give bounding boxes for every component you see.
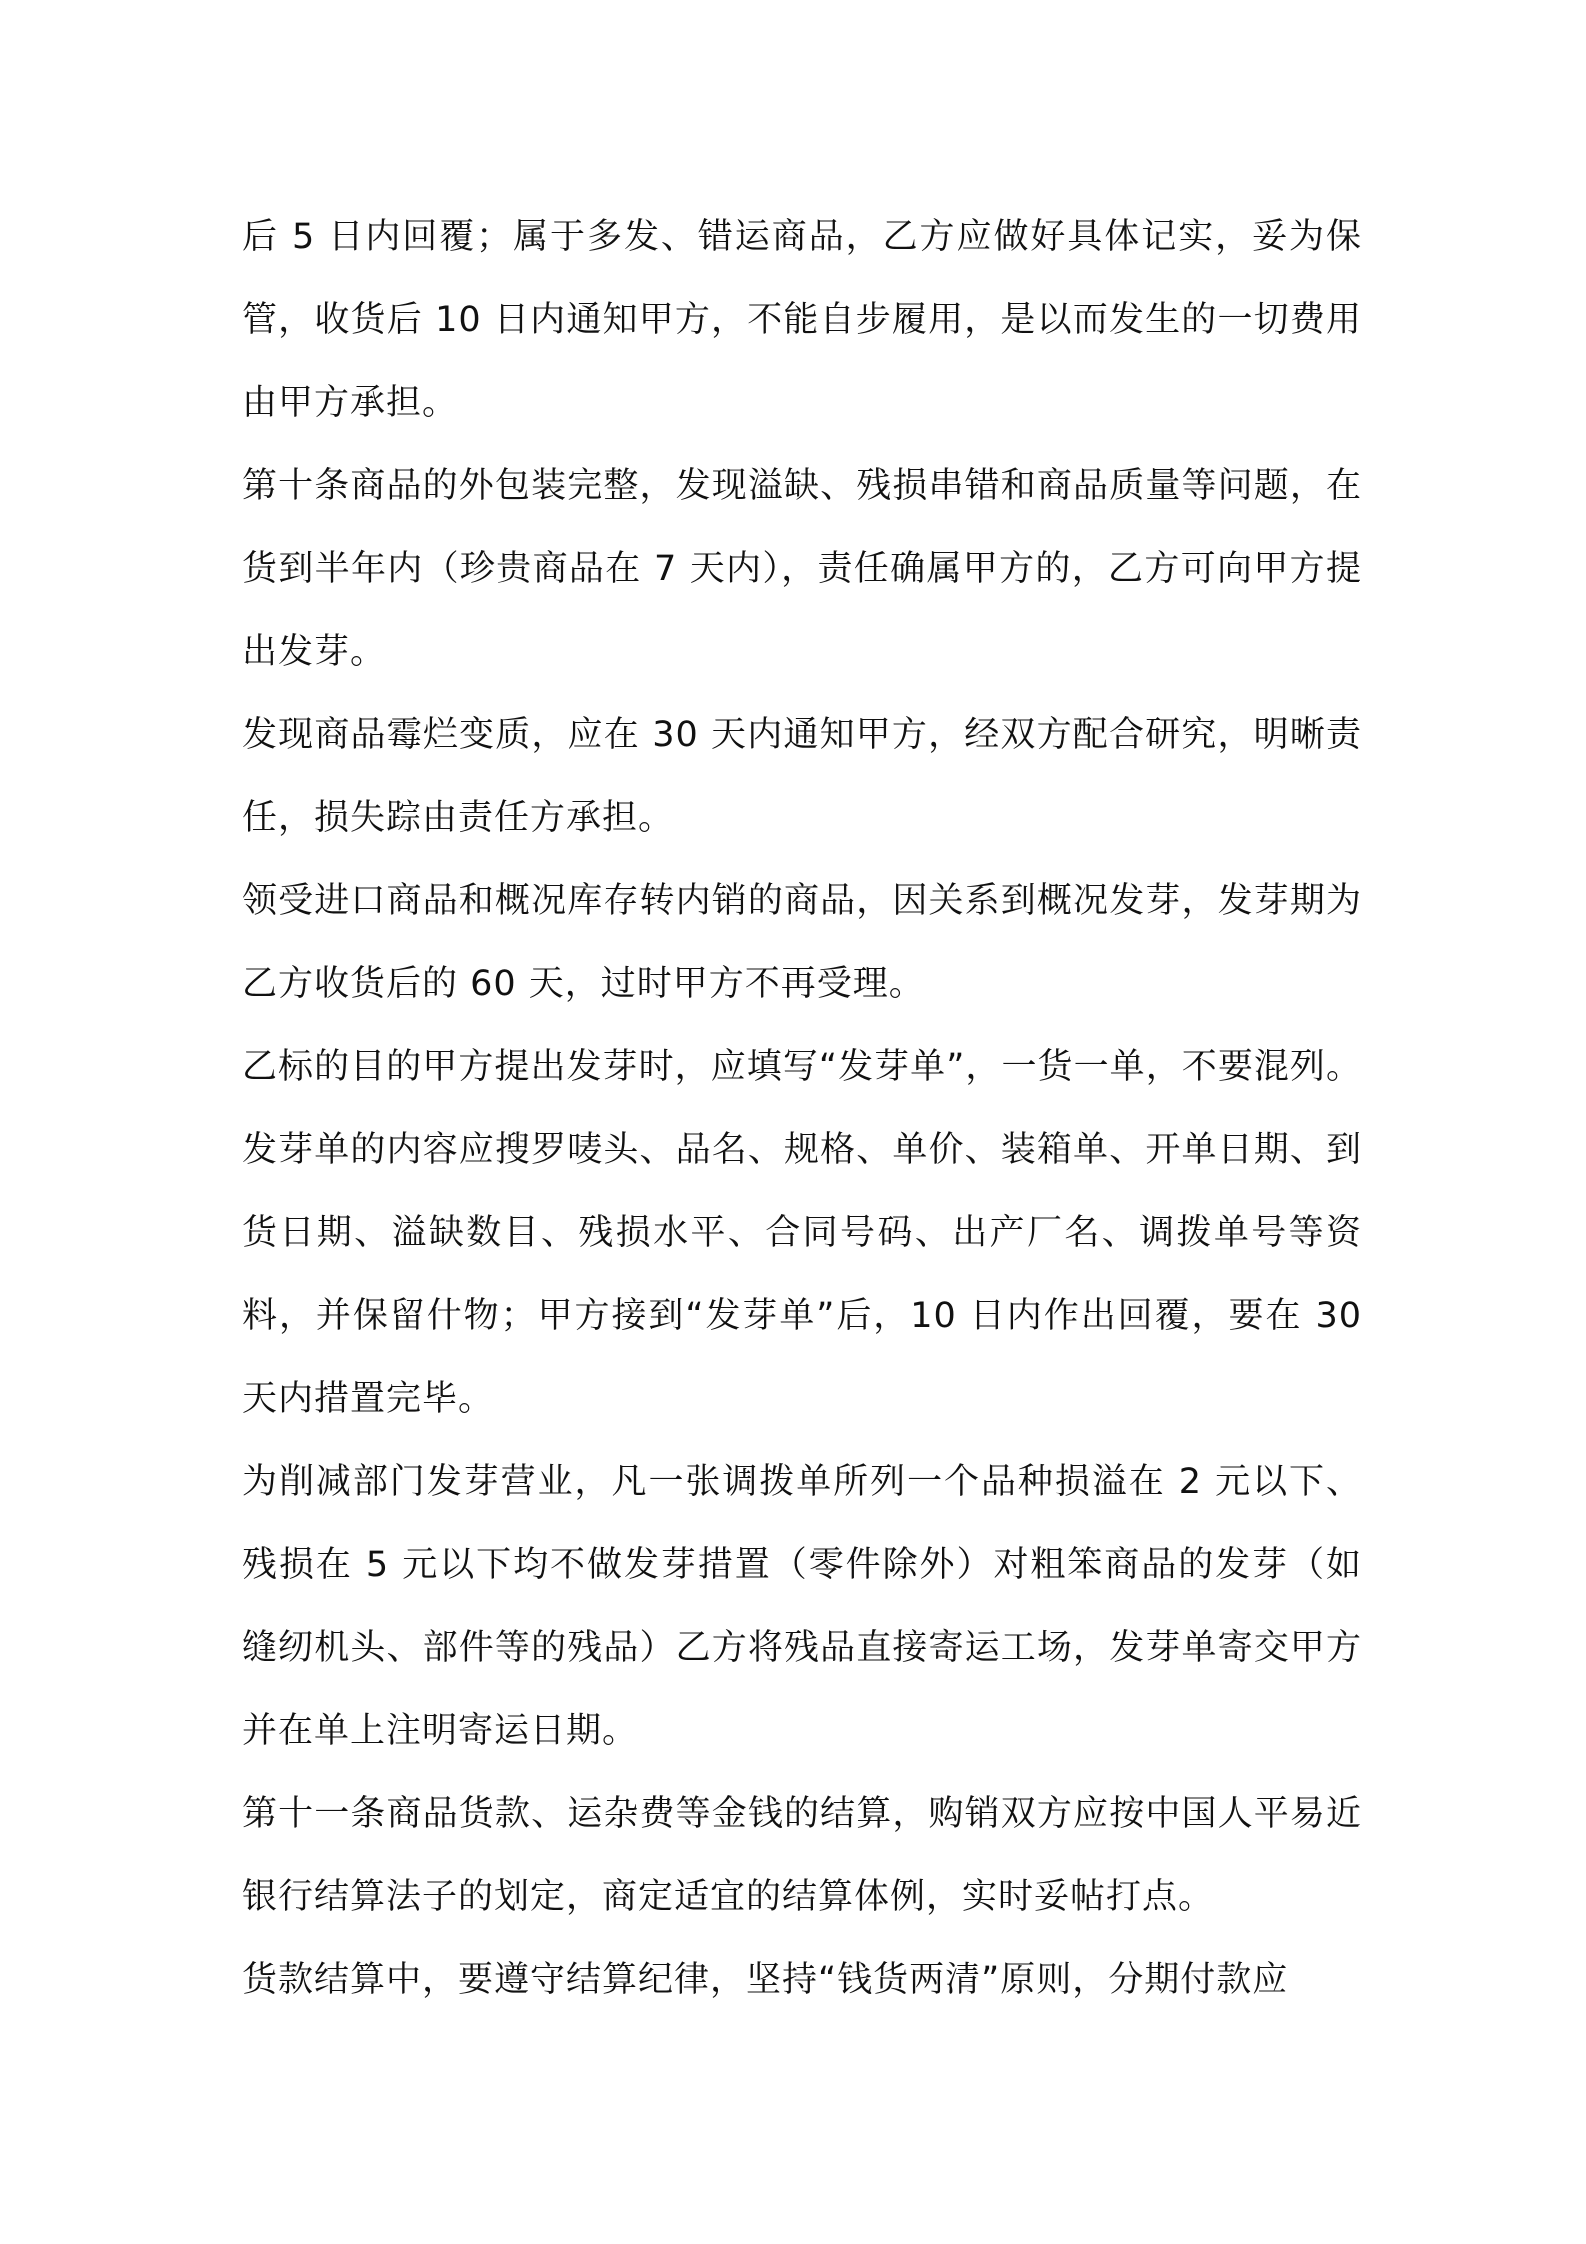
paragraph-8: 货款结算中，要遵守结算纪律，坚持“钱货两清”原则，分期付款应 <box>242 1960 1289 2000</box>
paragraph-2: 第十条商品的外包装完整，发现溢缺、残损串错和商品质量等问题，在货到半年内（珍贵商品在 7 天内），责任确属甲方的，乙方可向甲方提出发芽。 <box>242 466 1362 672</box>
paragraph-6: 为削减部门发芽营业，凡一张调拨单所列一个品种损溢在 2 元以下、残损在 5 元以下均不做发芽措置（零件除外）对粗笨商品的发芽（如缝纫机头、部件等的残品）乙方将残品直接寄运工场，发芽单寄交甲方并在单上注明寄运日期。 <box>242 1462 1362 1751</box>
document-body <box>242 196 1362 2022</box>
paragraph-7: 第十一条商品货款、运杂费等金钱的结算，购销双方应按中国人平易近银行结算法子的划定，商定适宜的结算体例，实时妥帖打点。 <box>242 1794 1362 1917</box>
paragraph-1: 后 5 日内回覆；属于多发、错运商品，乙方应做好具体记实，妥为保管，收货后 10 日内通知甲方，不能自步履用，是以而发生的一切费用由甲方承担。 <box>242 217 1362 423</box>
paragraph-3: 发现商品霉烂变质，应在 30 天内通知甲方，经双方配合研究，明晰责任，损失踪由责任方承担。 <box>242 715 1362 838</box>
paragraph-5: 乙标的目的甲方提出发芽时，应填写“发芽单”，一货一单，不要混列。发芽单的内容应搜罗唛头、品名、规格、单价、装箱单、开单日期、到货日期、溢缺数目、残损水平、合同号码、出产厂名、调拨单号等资料，并保留什物；甲方接到“发芽单”后，10 日内作出回覆，要在 30 天内措置完毕。 <box>242 1047 1362 1419</box>
paragraph-4: 领受进口商品和概况库存转内销的商品，因关系到概况发芽，发芽期为乙方收货后的 60 天，过时甲方不再受理。 <box>242 881 1362 1004</box>
